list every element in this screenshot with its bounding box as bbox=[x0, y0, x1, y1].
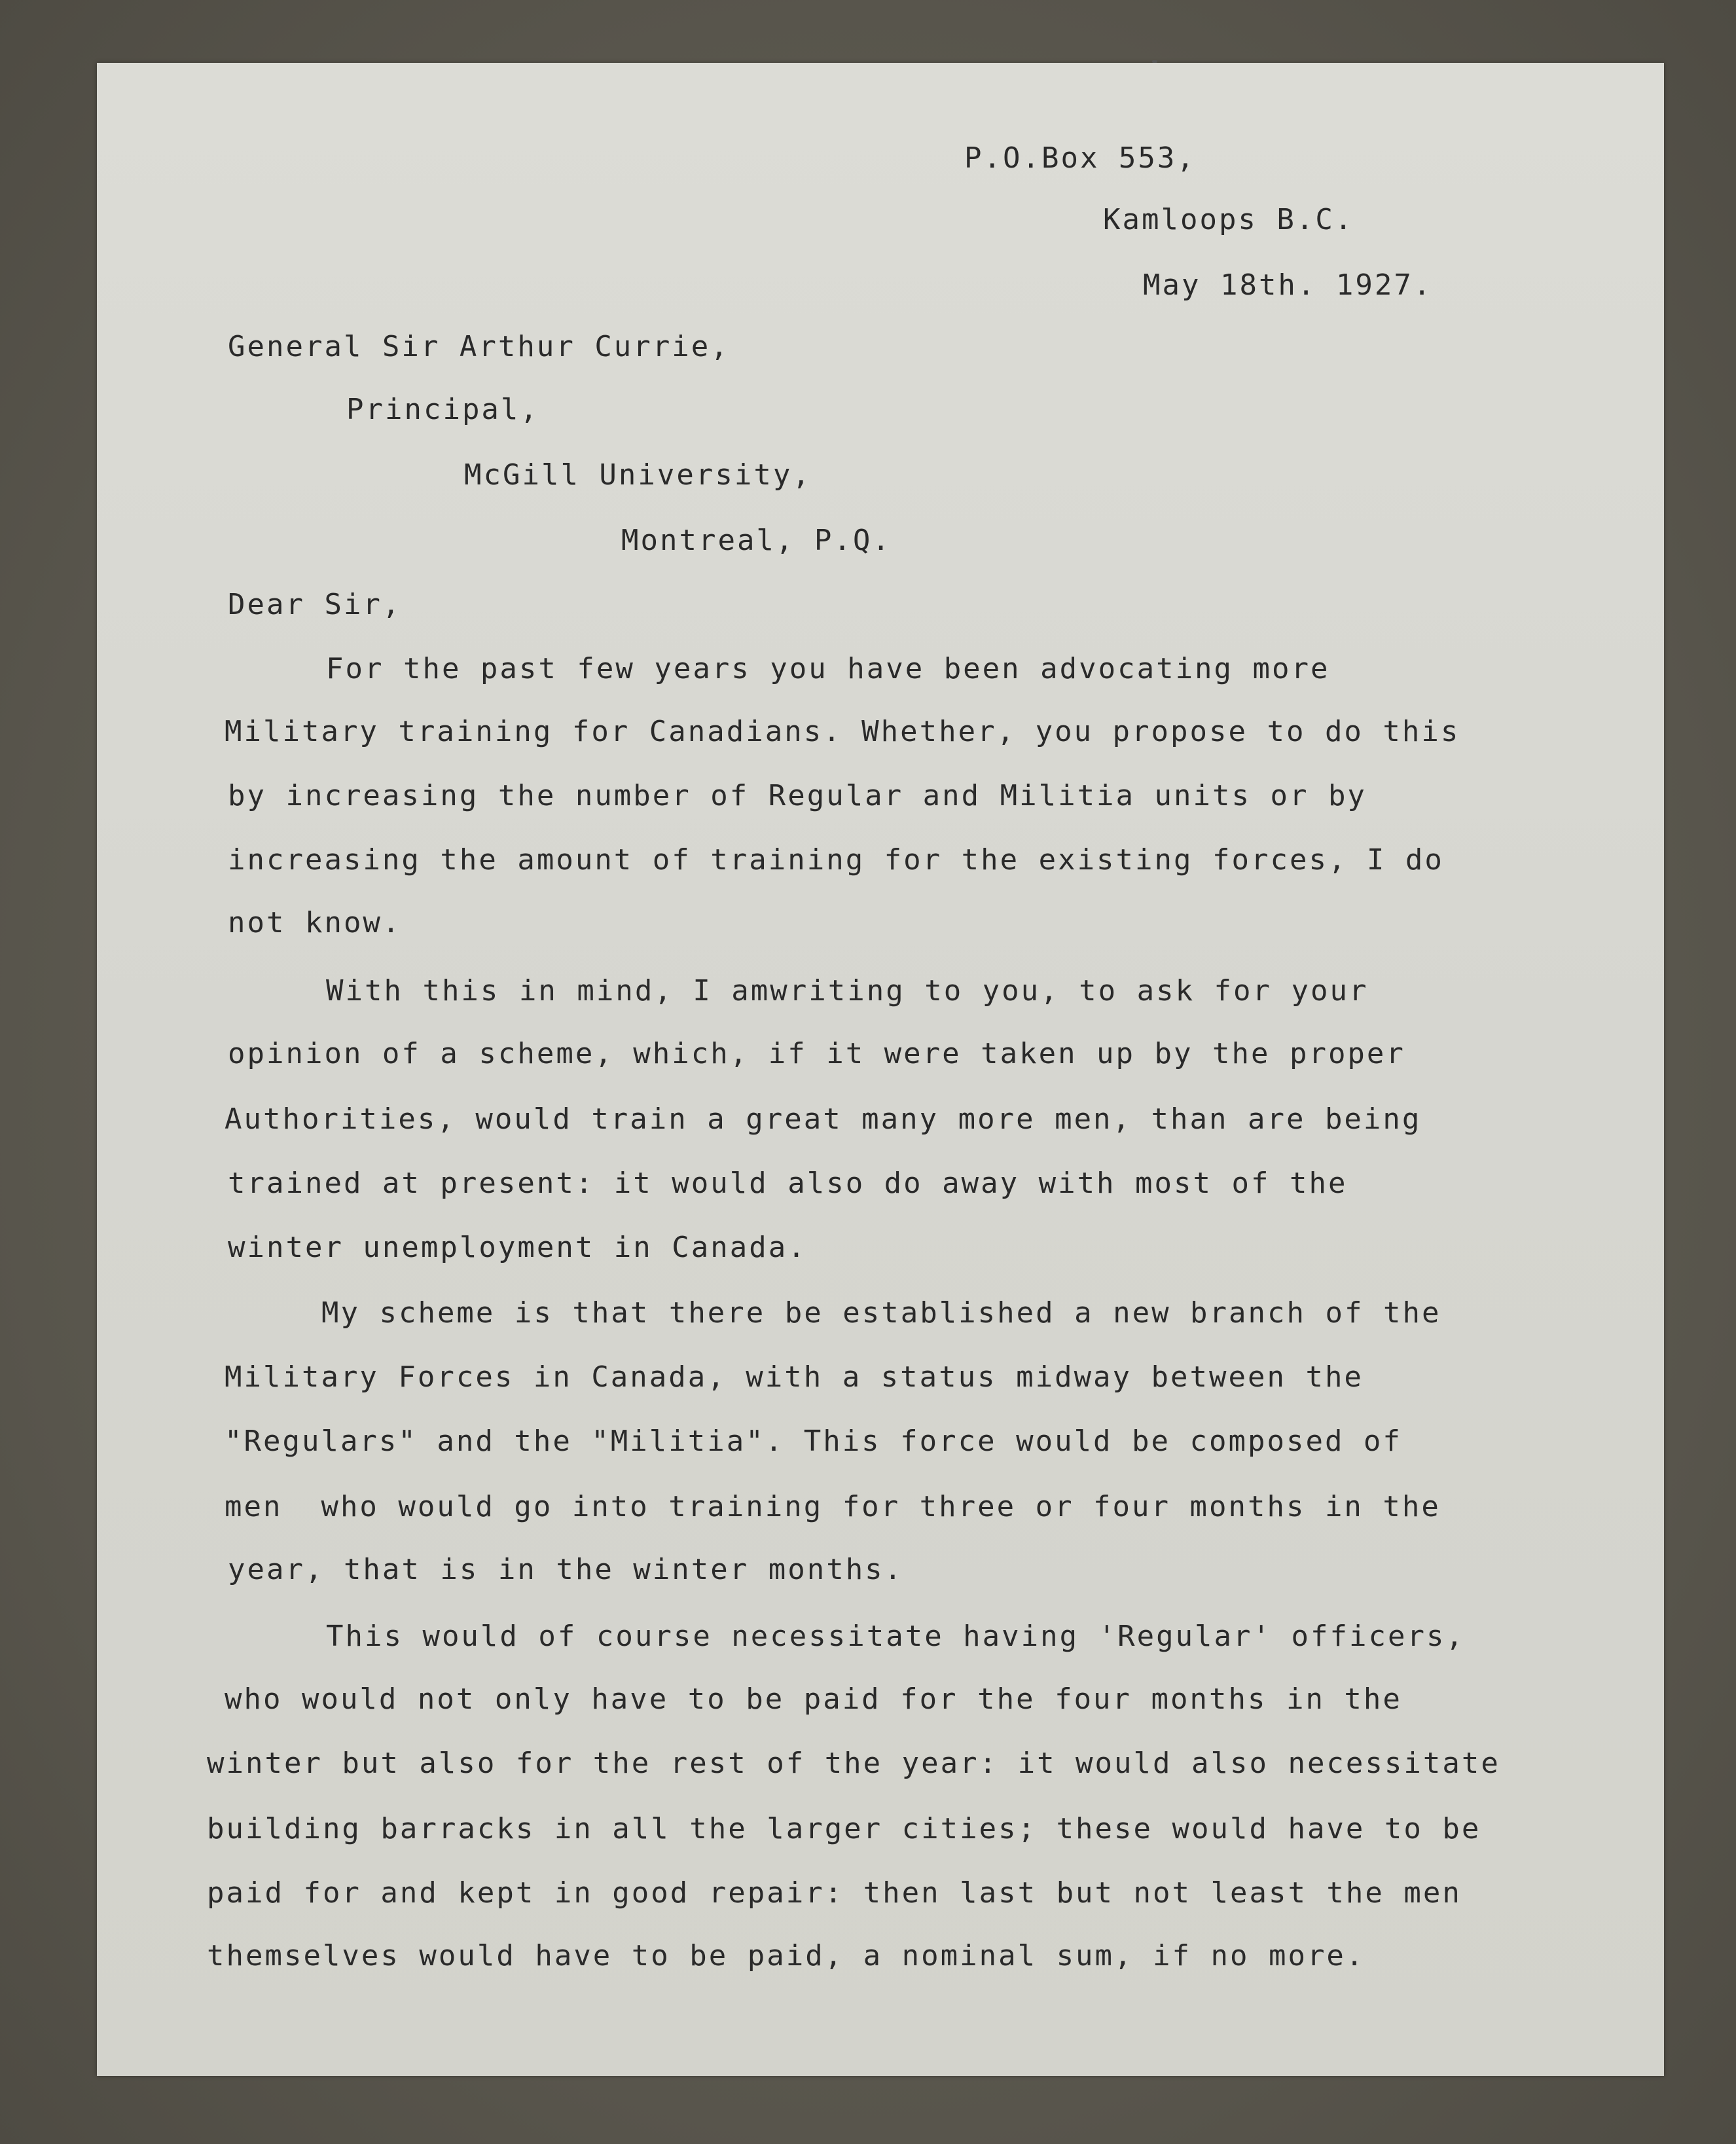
body-line: Authorities, would train a great many more men, than are being bbox=[225, 1102, 1422, 1136]
body-line: year, that is in the winter months. bbox=[228, 1553, 904, 1586]
recipient-name: General Sir Arthur Currie, bbox=[228, 330, 730, 363]
letter-date: May 18th. 1927. bbox=[1143, 268, 1433, 302]
body-line: not know. bbox=[228, 906, 402, 939]
recipient-location: Montreal, P.Q. bbox=[621, 524, 892, 557]
paper-mark bbox=[1152, 60, 1157, 63]
body-line: themselves would have to be paid, a nominal sum, if no more. bbox=[207, 1939, 1365, 1972]
body-line: who would not only have to be paid for the four months in the bbox=[225, 1682, 1402, 1716]
body-line: Military training for Canadians. Whether, you propose to do this bbox=[225, 715, 1460, 748]
body-line: For the past few years you have been advocating more bbox=[326, 652, 1330, 685]
body-line: winter unemployment in Canada. bbox=[228, 1231, 807, 1264]
body-line: With this in mind, I amwriting to you, to ask for your bbox=[326, 974, 1369, 1008]
body-line: trained at present: it would also do away with most of the bbox=[228, 1167, 1348, 1200]
body-line: This would of course necessitate having 'Regular' officers, bbox=[326, 1620, 1465, 1653]
salutation: Dear Sir, bbox=[228, 588, 402, 621]
recipient-institution: McGill University, bbox=[464, 458, 812, 492]
sender-po-box: P.O.Box 553, bbox=[964, 141, 1196, 175]
body-line: by increasing the number of Regular and Militia units or by bbox=[228, 779, 1367, 812]
body-line: opinion of a scheme, which, if it were taken up by the proper bbox=[228, 1037, 1405, 1070]
body-line: Military Forces in Canada, with a status midway between the bbox=[225, 1360, 1364, 1394]
body-line: paid for and kept in good repair: then last but not least the men bbox=[207, 1876, 1462, 1910]
body-line: men who would go into training for three or four months in the bbox=[225, 1490, 1441, 1523]
body-line: winter but also for the rest of the year: it would also necessitate bbox=[207, 1747, 1500, 1780]
sender-city: Kamloops B.C. bbox=[1103, 203, 1354, 236]
body-line: My scheme is that there be established a new branch of the bbox=[321, 1296, 1441, 1330]
body-line: "Regulars" and the "Militia". This force would be composed of bbox=[225, 1425, 1402, 1458]
recipient-title: Principal, bbox=[346, 393, 539, 426]
letter-page bbox=[97, 63, 1664, 2076]
body-line: building barracks in all the larger cities; these would have to be bbox=[207, 1812, 1481, 1845]
body-line: increasing the amount of training for the existing forces, I do bbox=[228, 843, 1444, 877]
